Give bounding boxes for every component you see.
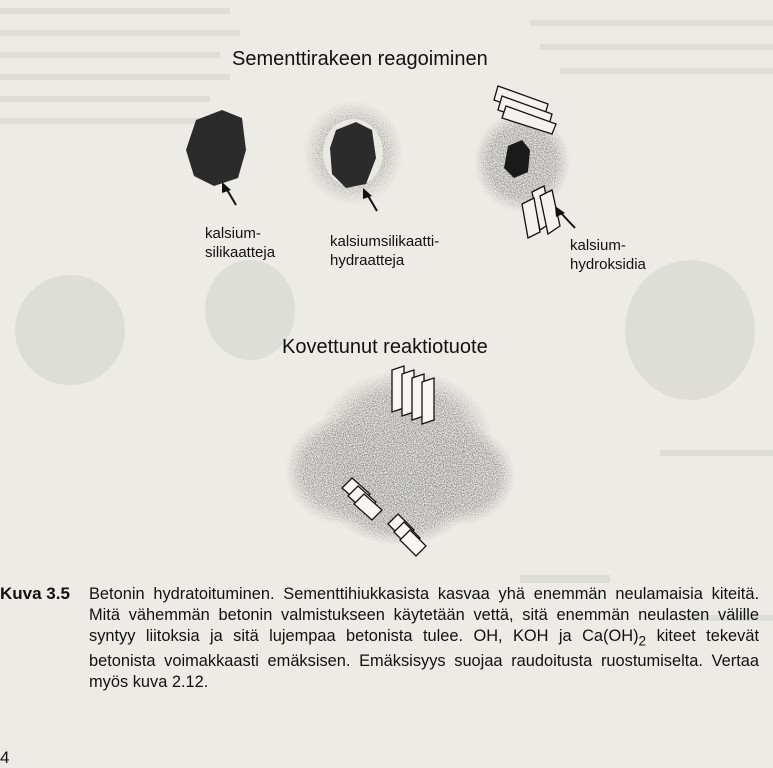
hardened-product-title: Kovettunut reaktiotuote xyxy=(282,336,488,358)
caption-text-part-1: Betonin hydratoituminen. Sementtihiukkasista kasvaa yhä enemmän neulamaisia kiteitä. Mitä vähemmän betonin valmistukseen käytetään vettä, sitä enemmän neulasten välille syntyy liitoksia ja sitä lujempaa betonista tulee. OH, KOH ja Ca(OH) xyxy=(89,585,759,645)
label-calcium-silicates: kalsium- silikaatteja xyxy=(205,225,276,261)
reaction-title: Sementtirakeen reagoiminen xyxy=(232,48,488,70)
page-number: 4 xyxy=(0,748,10,767)
label-calcium-silicate-hydrates: kalsiumsilikaatti- hydraatteja xyxy=(330,233,440,269)
cement-grain-1 xyxy=(186,110,246,186)
caption-text-part-2: kiteet tekevät betonista voimakkaasti emäksisen. Emäksisyys suojaa raudoitusta ruostumiselta. Vertaa myös kuva 2.12. xyxy=(89,627,759,692)
caption-subscript: 2 xyxy=(638,633,647,649)
figure-number: Kuva 3.5 xyxy=(0,584,70,603)
figure-caption xyxy=(89,584,759,693)
label-calcium-hydroxide: kalsium- hydroksidia xyxy=(570,237,646,273)
